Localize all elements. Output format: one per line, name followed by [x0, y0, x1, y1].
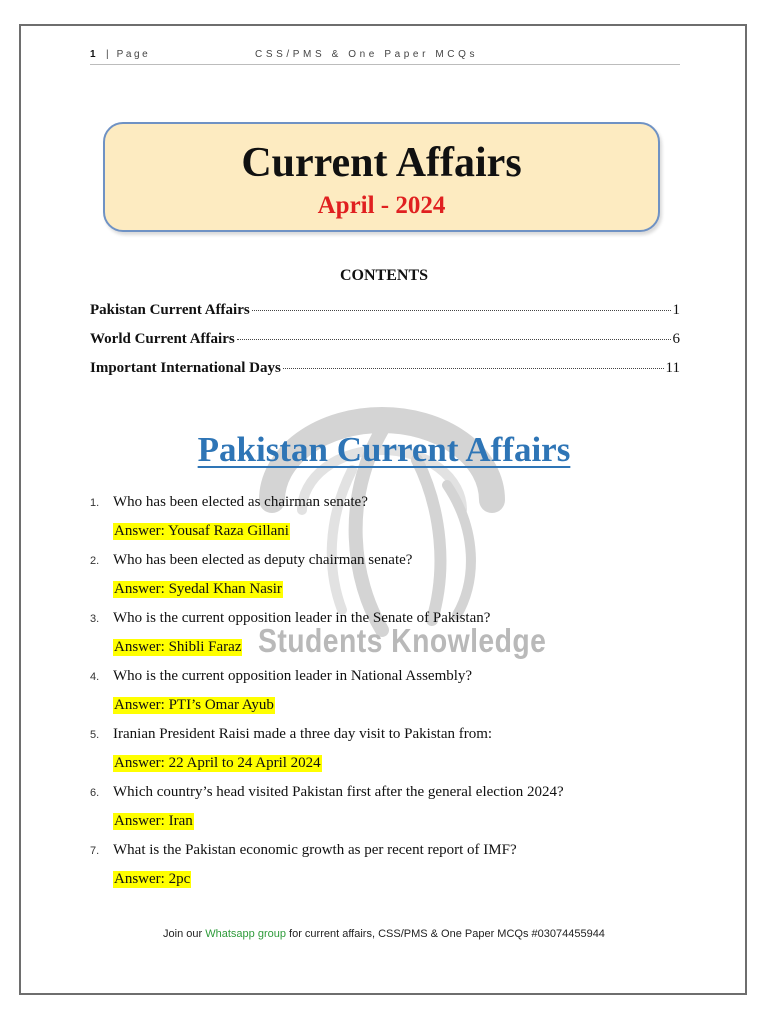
question: [90, 842, 517, 859]
question: [90, 668, 472, 685]
question-text: Iranian President Raisi made a three day visit to Pakistan from:: [113, 726, 493, 742]
header-title: CSS/PMS & One Paper MCQs: [255, 49, 479, 60]
question-text: Which country’s head visited Pakistan first after the general election 2024?: [113, 784, 564, 800]
footer-suffix: for current affairs, CSS/PMS & One Paper MCQs #03074455944: [285, 928, 605, 940]
list-item: [90, 842, 690, 900]
question: [90, 726, 492, 743]
list-item: [90, 610, 690, 668]
toc-leader-dots: [252, 309, 671, 311]
table-of-contents: [90, 302, 680, 389]
main-title: Current Affairs: [241, 140, 522, 186]
toc-label: World Current Affairs: [90, 331, 235, 347]
answer-highlight: Answer: Shibli Faraz: [114, 639, 242, 655]
answer-highlight: Answer: Yousaf Raza Gillani: [114, 523, 289, 539]
question-text: Who is the current opposition leader in National Assembly?: [113, 668, 473, 684]
question-text: What is the Pakistan economic growth as per recent report of IMF?: [113, 842, 517, 858]
section-heading: Pakistan Current Affairs: [197, 430, 571, 469]
question: [90, 610, 490, 627]
toc-page-number: 6: [672, 331, 680, 347]
question-number: 2.: [90, 555, 100, 567]
page-word: | Page: [106, 49, 151, 60]
question-number: 5.: [90, 729, 100, 741]
answer-highlight: Answer: 22 April to 24 April 2024: [114, 755, 321, 771]
list-item: [90, 494, 690, 552]
question-number: 4.: [90, 671, 100, 683]
toc-leader-dots: [237, 338, 671, 340]
toc-label: Pakistan Current Affairs: [90, 302, 250, 318]
question: [90, 494, 368, 511]
toc-page-number: 11: [665, 360, 680, 376]
page-number: 1: [90, 49, 96, 60]
answer-highlight: Answer: Syedal Khan Nasir: [114, 581, 282, 597]
question-number: 1.: [90, 497, 100, 509]
page-footer: [0, 928, 768, 940]
toc-page-number: 1: [672, 302, 680, 318]
toc-label: Important International Days: [90, 360, 281, 376]
answer-highlight: Answer: Iran: [114, 813, 193, 829]
answer-highlight: Answer: 2pc: [114, 871, 191, 887]
list-item: [90, 668, 690, 726]
question-text: Who has been elected as chairman senate?: [113, 494, 368, 510]
toc-entry[interactable]: [90, 360, 680, 389]
sub-title: April - 2024: [317, 192, 446, 219]
toc-entry[interactable]: [90, 302, 680, 331]
list-item: [90, 784, 690, 842]
question-number: 6.: [90, 787, 100, 799]
title-box: [103, 122, 660, 232]
header-rule: [90, 64, 680, 65]
footer-prefix: Join our: [163, 928, 206, 940]
question-number: 3.: [90, 613, 100, 625]
question-text: Who is the current opposition leader in the Senate of Pakistan?: [113, 610, 491, 626]
answer-highlight: Answer: PTI’s Omar Ayub: [114, 697, 274, 713]
question-number: 7.: [90, 845, 100, 857]
watermark-text: Students Knowledge: [258, 622, 547, 659]
question: [90, 784, 564, 801]
whatsapp-group-link[interactable]: Whatsapp group: [205, 928, 286, 940]
question-list: [90, 494, 690, 900]
question: [90, 552, 412, 569]
question-text: Who has been elected as deputy chairman senate?: [113, 552, 413, 568]
list-item: [90, 552, 690, 610]
toc-entry[interactable]: [90, 331, 680, 360]
contents-heading: CONTENTS: [339, 267, 429, 284]
list-item: [90, 726, 690, 784]
toc-leader-dots: [283, 367, 664, 369]
